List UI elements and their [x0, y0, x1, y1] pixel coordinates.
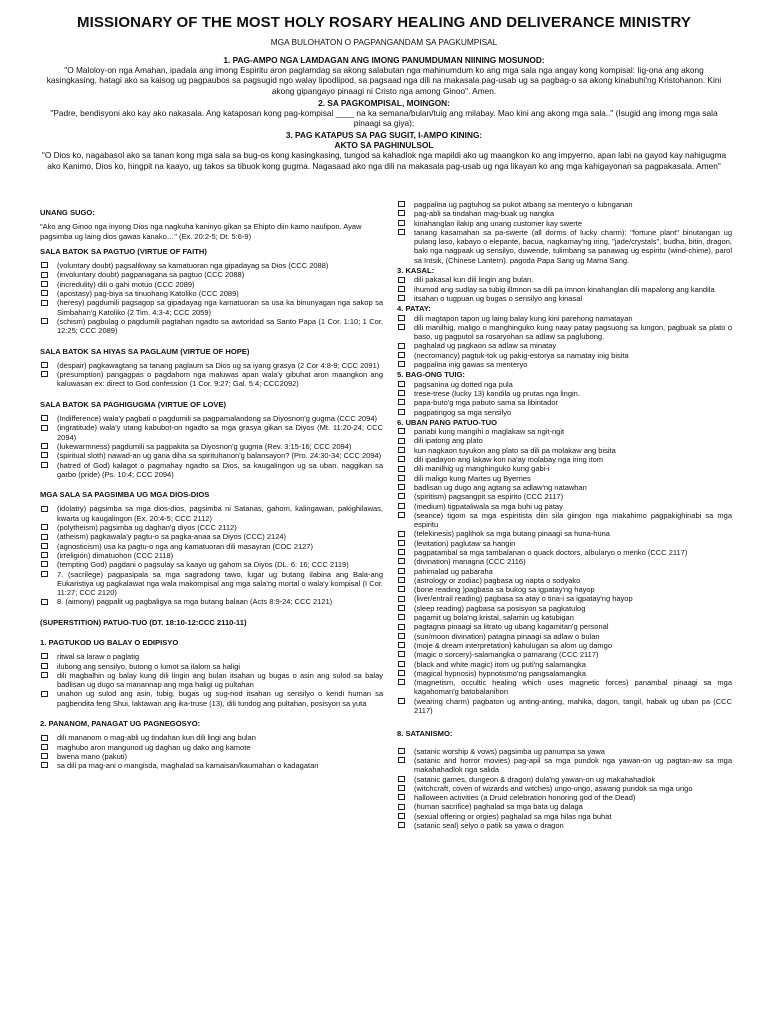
- checklist-item-text: pagpatingog sa mga sensilyo: [414, 407, 512, 417]
- checklist-item: [397, 323, 732, 342]
- checkbox-icon[interactable]: [41, 415, 48, 421]
- checklist-item-text: pagpalina ug pagtuhog sa pukot atbang sa menteryo o lubnganan: [414, 200, 633, 209]
- checklist-item: [397, 294, 732, 303]
- step-prayer: "Padre, bendisyoni ako kay ako nakasala. Ang kataposan kong pag-kompisal ____ na ka semana/bulan/tuig ang milabay. Mao kini ang akong mga sala.." (Isugid ang imong mga sala pinaagi sa giya);: [50, 107, 718, 129]
- checklist-item: [397, 585, 732, 594]
- checklist-item: [397, 548, 732, 557]
- checkbox-icon[interactable]: [398, 614, 405, 620]
- checkbox-icon[interactable]: [41, 753, 48, 759]
- checkbox-icon[interactable]: [41, 281, 48, 287]
- checkbox-icon[interactable]: [398, 475, 405, 481]
- checkbox-icon[interactable]: [41, 272, 48, 278]
- checkbox-icon[interactable]: [41, 425, 48, 431]
- commandment-text: "Ako ang Ginoo nga inyong Dios nga nagkuha kaninyo gikan sa Ehipto diin kamo naulipon. Ayaw pagsimba ug laing dios gawas kanako…" (Ex. 20:2-5; Dt. 5:6-9): [40, 222, 362, 241]
- checklist-item-text: (idolatry) pagsimba sa mga dios-dios, pagsimba ni Satanas, gahom, kalingawan, pakighilawas, kwarta ug kaugalingon (Ex. 20:4-5; CCC 2112): [57, 504, 383, 523]
- checklist-item-text: (voluntary doubt) pagsalikway sa kamatuoran nga gipadayag sa Dios (CCC 2088): [57, 261, 329, 271]
- checklist-item-text: pagsanina ug dotted nga pula: [414, 379, 513, 389]
- checkbox-icon[interactable]: [41, 371, 48, 377]
- document-title: MISSIONARY OF THE MOST HOLY ROSARY HEALING AND DELIVERANCE MINISTRY: [77, 14, 691, 31]
- checklist-item-text: bwena mano (pakuti): [57, 751, 128, 761]
- checklist-item-text: (tempting God) pagdani o pagsulay sa kaayo ug gahom sa Diyos (DL. 6: 16; CCC 2119): [57, 560, 349, 570]
- checklist-item: [40, 442, 383, 451]
- section-heading: 1. PAGTUKOD UG BALAY O EDIPISYO: [40, 637, 179, 647]
- checkbox-icon[interactable]: [398, 698, 405, 704]
- right-column: [397, 200, 732, 830]
- step-heading: 3. PAG KATAPUS SA PAG SUGIT, I-AMPO KINING:: [285, 130, 483, 141]
- checklist-item-text: (sleep reading) pagbasa sa posisyon sa pagkatulog: [414, 603, 586, 613]
- checklist-item: [40, 270, 383, 279]
- checklist-item-text: trese-trese (lucky 13) kandila ug prutas nga lingin.: [414, 388, 580, 398]
- checklist-item-text: dili magtapon tapon ug laing balay kung kini parehong namatayan: [414, 313, 633, 323]
- checklist-item-text: maghubo aron mangunod ug daghan ug dako ang kamote: [57, 742, 251, 752]
- checklist-item-text: (telekinesis) paglihok sa mga butang pinaagi sa huna-huna: [414, 529, 610, 539]
- checklist-item: [40, 597, 383, 606]
- checklist-item: [397, 446, 732, 455]
- checklist-item-text: 8. (aimony) pagpalit ug pagbaligya sa mga butang balaan (Acts 8:9-24; CCC 2121): [57, 597, 333, 607]
- checklist-item-text: sa dili pa mag-ani o mangisda, maghalad sa kamaisan/kaumahan o kadagatan: [57, 761, 319, 771]
- checklist-item-text: (lukewarmness) pagdumili sa pagpakita sa Diyosnon'g gugma (Rev. 3:15-16; CCC 2094): [57, 441, 352, 451]
- checkbox-icon[interactable]: [398, 596, 405, 602]
- checklist: [40, 414, 383, 479]
- checklist-item-text: (apostasy) pag-biya sa tinuohang Katoliko (CCC 2089): [57, 289, 239, 299]
- checklist-item-text: (magical hypnosis) hypnotismo'ng pangsalamangka: [414, 668, 586, 678]
- checkbox-icon[interactable]: [398, 605, 405, 611]
- checklist-item: [397, 275, 732, 284]
- checklist-item: [397, 427, 732, 436]
- checkbox-icon[interactable]: [41, 318, 48, 324]
- checklist-item: [397, 436, 732, 445]
- section-heading: 6. UBAN PANG PATUO-TUO: [397, 417, 497, 427]
- checklist-item-text: papa-buto'g mga pabuto sama sa libintador: [414, 398, 559, 408]
- checklist-item-text: dili maligo kung Martes ug Byernes: [414, 473, 531, 483]
- checklist-item: [397, 398, 732, 407]
- checkbox-icon[interactable]: [398, 286, 405, 292]
- checkbox-icon[interactable]: [41, 262, 48, 268]
- checklist-item: [397, 341, 732, 350]
- checklist-item: [397, 529, 732, 538]
- step-heading: 1. PAG-AMPO NGA LAMDAGAN ANG IMONG PANUMDUMAN NIINING MOSUNOD:: [223, 55, 545, 65]
- checklist-item-text: pagpatambal sa mga tambalanan o quack doctors, albularyo o meriko (CCC 2117): [414, 547, 688, 557]
- checkbox-icon[interactable]: [41, 506, 48, 512]
- checklist-item-text: dili magbalhin ug balay kung dili lingin ang bulan itsahan ug bugas o asin ang sulod sa balay badlisan ug dugo sa manannap ang mga haligi ug pultahan: [57, 670, 383, 690]
- checkbox-icon[interactable]: [41, 663, 48, 669]
- checklist-item: [397, 576, 732, 585]
- checklist-item: [40, 689, 383, 708]
- checklist-item: [40, 289, 383, 298]
- checkbox-icon[interactable]: [398, 361, 405, 367]
- checkbox-icon[interactable]: [398, 577, 405, 583]
- checklist: [397, 427, 732, 715]
- checkbox-icon[interactable]: [398, 390, 405, 396]
- checklist-item: [397, 219, 732, 228]
- checklist-item: [397, 474, 732, 483]
- checkbox-icon[interactable]: [398, 776, 405, 782]
- checklist-item-text: ritwal sa laraw o paglatig: [57, 652, 140, 662]
- checkbox-icon[interactable]: [398, 277, 405, 283]
- checklist-item-text: dili ipadayon ang lakaw kon na'ay molabay nga iring itom: [414, 455, 604, 465]
- checklist-item: [397, 464, 732, 473]
- step-prayer: "O Dios ko, nagabasol ako sa tanan kong mga sala sa bug-os kong kasingkasing, tungod sa kahadlok nga mapildi ako ug maangkon ko ang impyerno, apan labi na gayod kay nahigugma ako Kanimo, Dios ko, hingpit na kaayo, ug takos sa tibuok kong gugma. Nagasaad ako nga dili na makasala pag-usab ug nga likayan ko ang mga kahigayonan sa pagpakasala. Amen": [41, 150, 727, 171]
- checklist-item-text: pagamit ug bola'ng kristal, salamin ug katubigan: [414, 613, 574, 623]
- checkbox-icon[interactable]: [41, 571, 48, 577]
- checkbox-icon[interactable]: [398, 381, 405, 387]
- checkbox-icon[interactable]: [41, 452, 48, 458]
- checklist-item-text: dili pakasal kun dili lingin ang bulan.: [414, 275, 534, 285]
- checkbox-icon[interactable]: [41, 762, 48, 768]
- step-1: [40, 55, 728, 96]
- checklist-item-text: (sexual offering or orgies) paghalad sa mga hilas nga buhat: [414, 811, 612, 821]
- checklist-item-text: (witchcraft, coven of wizards and witches) ungo-ungo, aswang pundok sa mga ungo: [414, 783, 693, 793]
- checklist-item: [40, 423, 383, 442]
- checklist-item-text: (magnetism, occultic healing which uses magnetic forces) panambal pinaagi sa mga kagahoman'g batobalanihon: [414, 678, 732, 697]
- checklist-item: [397, 756, 732, 775]
- checklist-item-text: (magic o sorcery)-salamangka o pamarang (CCC 2117): [414, 650, 599, 660]
- checklist-item-text: pahimalad ug pabaraha: [414, 566, 493, 576]
- checklist-item-text: (despair) pagkawagtang sa tanang paglaum sa Dios ug sa iyang grasya (2 Cor 4:8-9; CCC 2091): [57, 360, 380, 370]
- checkbox-icon[interactable]: [398, 586, 405, 592]
- checklist-item-text: 7. (sacrilege) pagpasipala sa mga sagradong tawo, lugar ug butang ilabina ang Bala-ang Eukaristiya ug pagkalawat nga wala makompisal ang mga sala'ng mortal o wala'y kompisal (I Cor. 11:27; CCC 2120): [57, 569, 383, 598]
- checklist-item-text: (schism) pagbulag o pagdumili pagtahan ngadto sa awtoridad sa Santo Papa (1 Cor. 1:10; 1 Cor. 12:25; CCC 2089): [57, 316, 383, 336]
- checklist-item: [397, 784, 732, 793]
- checklist-item: [397, 200, 732, 209]
- checklist-item: [40, 542, 383, 551]
- checklist-item: [397, 360, 732, 369]
- checklist-item: [40, 317, 383, 336]
- checkbox-icon[interactable]: [41, 561, 48, 567]
- checkbox-icon[interactable]: [398, 503, 405, 509]
- checkbox-icon[interactable]: [398, 785, 405, 791]
- checklist-item: [40, 752, 383, 761]
- checklist-item-text: paghalad ug pagkaon sa adlaw sa minatay: [414, 341, 557, 351]
- checklist-item: [397, 793, 732, 802]
- checklist-item-text: (medium) tigpataliwala sa mga buhi ug patay: [414, 501, 563, 511]
- checklist-item: [40, 523, 383, 532]
- checklist: [40, 361, 383, 389]
- checklist-item-text: (spiritism) pagsangpit sa espirito (CCC 2117): [414, 492, 564, 502]
- checklist-item: [397, 351, 732, 360]
- section-heading: 2. PANANOM, PANAGAT UG PAGNEGOSYO:: [40, 719, 201, 729]
- checklist-item-text: (irreligión) dimatuohon (CCC 2118): [57, 550, 174, 560]
- checklist-item: [397, 821, 732, 830]
- checkbox-icon[interactable]: [398, 822, 405, 828]
- checklist-item: [397, 455, 732, 464]
- checklist-item-text: dili mananom o mag-abli ug tindahan kun dili lingi ang bulan: [57, 733, 256, 743]
- checklist-item-text: pagpalina inig gawas sa menteryo: [414, 360, 528, 370]
- checklist-item: [397, 557, 732, 566]
- checklist-item-text: unahon ug sulod ang asin, tubig, bugas ug sug-nod itsahan ug sensilyo o kendi human sa pagbendita feng Shui, laktawan ang ika-truse (13), dili tundog ang pultahan, posisyon sa yuta: [57, 689, 383, 708]
- section-heading: SALA BATOK SA HIYAS SA PAGLAUM (VIRTUE OF HOPE): [40, 346, 250, 356]
- checklist-item-text: (human sacrifice) paghalad sa mga bata ug dalaga: [414, 802, 583, 812]
- checklist-item: [397, 567, 732, 576]
- checklist-item-text: (liver/entrail reading) pagbasa sa atay o tina-i sa igpatay'ng hayop: [414, 594, 633, 604]
- checklist-item-text: (satanic seal) selyo o patik sa yawa o dragon: [414, 821, 564, 830]
- checkbox-icon[interactable]: [41, 653, 48, 659]
- checklist-item-text: (incredulity) dili o gahi motuo (CCC 2089): [57, 279, 195, 289]
- checklist: [40, 733, 383, 770]
- checklist-item-text: (polytheism) pagsimba ug daghan'g diyos (CCC 2112): [57, 523, 237, 533]
- checklist-item: [397, 812, 732, 821]
- checklist-item: [397, 380, 732, 389]
- checklist-item-text: (atheism) pagkawala'y pagtu-o sa pagka-anaa sa Diyos (CCC) 2124): [57, 532, 287, 542]
- checkbox-icon[interactable]: [398, 229, 405, 235]
- checkbox-icon[interactable]: [398, 624, 405, 630]
- checklist-item-text: panabi kung mangihi o maglakaw sa ngit-ngit: [414, 427, 565, 437]
- checkbox-icon[interactable]: [398, 651, 405, 657]
- checkbox-icon[interactable]: [398, 558, 405, 564]
- checklist-item-text: (necromancy) pagtuk-tok ug pakig-estorya sa namatay inig bisita: [414, 350, 629, 360]
- checklist-item: [397, 669, 732, 678]
- checklist-item: [397, 408, 732, 417]
- section-heading: SALA BATOK SA PAGTUO (VIRTUE OF FAITH): [40, 246, 207, 256]
- checklist-columns: [40, 200, 732, 830]
- checklist-item-text: kun nagkaon tuyukon ang plato sa dili pa molakaw ang bisita: [414, 445, 616, 455]
- checkbox-icon[interactable]: [398, 352, 405, 358]
- checklist-item: [397, 492, 732, 501]
- checklist-item: [397, 613, 732, 622]
- checklist-item: [397, 802, 732, 811]
- checklist-item-text: (sun/moon divination) patagna pinaagi sa adlaw o bulan: [414, 631, 600, 641]
- checkbox-icon[interactable]: [398, 315, 405, 321]
- checklist-item: [397, 314, 732, 323]
- checklist-item-text: (satanic and horror movies) pag-apil sa mga pundok nga yawan-on ug pagtan-aw sa mga makahahadlok nga salida: [414, 755, 732, 775]
- checklist: [397, 747, 732, 831]
- checklist-item: [40, 461, 383, 480]
- checklist-item: [397, 483, 732, 492]
- checklist-item-text: (heresy) pagdumili pagsagop sa gipadayag nga kamatuoran sa usa ka binunyagan nga sakop sa Simbahan'g Katoliko (2 Tim. 4:3-4; CCC 2059): [57, 298, 383, 317]
- checklist-item: [397, 285, 732, 294]
- section-heading: SALA BATOK SA PAGHIGUGMA (VIRTUE OF LOVE): [40, 399, 227, 409]
- checkbox-icon[interactable]: [41, 462, 48, 468]
- checklist-item-text: (seance) tigom sa mga espiritista diin sila giingon nga makahimo pagpakighinabi sa mga espiritu: [414, 510, 732, 530]
- step-3: [40, 130, 728, 171]
- checklist-item: [397, 209, 732, 218]
- checklist-item: [397, 650, 732, 659]
- checkbox-icon[interactable]: [41, 524, 48, 530]
- checklist-item-text: halloween activities (a Druid celebration honoring god of the Dead): [414, 793, 636, 803]
- checkbox-icon[interactable]: [398, 568, 405, 574]
- checklist-item: [397, 632, 732, 641]
- checklist-item: [397, 747, 732, 756]
- checklist-item-text: (black and white magic) itom ug puti'ng salamangka: [414, 659, 586, 669]
- checkbox-icon[interactable]: [41, 290, 48, 296]
- checklist-item: [397, 775, 732, 784]
- checkbox-icon[interactable]: [41, 534, 48, 540]
- checkbox-icon[interactable]: [398, 343, 405, 349]
- checkbox-icon[interactable]: [398, 748, 405, 754]
- checklist-item-text: pagtagna pinaagi sa litrato ug ubang kagamitan'g personal: [414, 622, 609, 632]
- checkbox-icon[interactable]: [398, 794, 405, 800]
- checklist-item: [40, 414, 383, 423]
- checklist: [40, 652, 383, 708]
- checklist-item: [397, 660, 732, 669]
- checklist-item: [40, 733, 383, 742]
- checklist-item: [40, 662, 383, 671]
- checkbox-icon[interactable]: [398, 220, 405, 226]
- checkbox-icon[interactable]: [398, 201, 405, 207]
- checklist-item: [40, 370, 383, 389]
- checklist-item-text: (moje & dream interpretation) kahulugan sa alom ug damgo: [414, 640, 613, 650]
- checkbox-icon[interactable]: [398, 324, 405, 330]
- checklist-item: [40, 504, 383, 523]
- checklist: [397, 380, 732, 417]
- checklist-item: [397, 678, 732, 697]
- checklist-item-text: (astrology or zodiac) pagbasa ug napta o sodyako: [414, 575, 581, 585]
- checkbox-icon[interactable]: [398, 493, 405, 499]
- checklist-item-text: tanang kasamahan sa pa-swerte (all dorms of lucky charm): "fortune plant" binutangan ug pulang laso, kabayo o elepante, bacua, nagkamay'ng iring, "jade/crystals", budha, bitin, dragon, baki nga nagpaak ug sensilyo, duwende, tulimbang sa panawag ug espiritu (wind-chime), parol sa Intsik, (Chinese Lantern). pagoda Papa Sang ug Mama Sang.: [414, 227, 732, 265]
- step-heading: 2. SA PAGKOMPISAL, MOINGON:: [318, 97, 450, 108]
- checklist: [397, 200, 732, 265]
- checklist-item-text: (levitation) paglutaw sa hangin: [414, 538, 516, 548]
- checklist-item: [40, 671, 383, 690]
- checklist-item-text: ilubong ang sensilyo, butong o lumot sa ilalom sa haligi: [57, 661, 241, 671]
- checklist-item: [40, 361, 383, 370]
- checkbox-icon[interactable]: [398, 804, 405, 810]
- checkbox-icon[interactable]: [398, 399, 405, 405]
- section-heading: 5. BAG-ONG TUIG:: [397, 370, 465, 380]
- checklist-item-text: dili manilhig ug manghinguko kung gabi-i: [414, 464, 550, 474]
- checkbox-icon[interactable]: [41, 672, 48, 678]
- checklist-item: [40, 451, 383, 460]
- checkbox-icon[interactable]: [398, 757, 405, 763]
- checklist-item-text: dili manilhig, maligo o manghinguko kung naay patay pagsuong sa lungon, pagbuak sa plato o baso, ug pagputol sa rosaryohan sa adlaw sa paglubong.: [414, 322, 732, 342]
- checkbox-icon[interactable]: [398, 642, 405, 648]
- checkbox-icon[interactable]: [41, 362, 48, 368]
- section-heading: 4. PATAY:: [397, 304, 431, 314]
- checkbox-icon[interactable]: [398, 540, 405, 546]
- checkbox-icon[interactable]: [41, 543, 48, 549]
- checkbox-icon[interactable]: [398, 813, 405, 819]
- checkbox-icon[interactable]: [41, 443, 48, 449]
- checklist-item-text: (Indifference) wala'y pagbati o pagdumili sa pagpamalandong sa Diyosnon'g gugma (CCC 2094): [57, 414, 377, 424]
- checkbox-icon[interactable]: [398, 549, 405, 555]
- checkbox-icon[interactable]: [398, 531, 405, 537]
- checklist-item-text: kinahanglan ilakip ang unang customer kay swerte: [414, 218, 583, 228]
- checklist-item: [40, 570, 383, 598]
- section-heading: 8. SATANISMO:: [397, 729, 453, 739]
- checklist-item-text: pag-abli sa tindahan mag-buak ug nangka: [414, 209, 555, 219]
- checkbox-icon[interactable]: [398, 661, 405, 667]
- checklist-item-text: (bone reading )pagbasa sa bukog sa igpatay'ng hayop: [414, 585, 595, 595]
- checkbox-icon[interactable]: [398, 484, 405, 490]
- checklist-item: [40, 652, 383, 661]
- checklist-item: [40, 298, 383, 317]
- checklist-item: [397, 228, 732, 265]
- checkbox-icon[interactable]: [398, 456, 405, 462]
- checklist: [40, 261, 383, 335]
- checklist-item-text: (hatred of God) kalagot o pagmahay ngadto sa Dios, sa kaugalingon ug sa uban. naggikan sa garbo (pride) (Ps. 10:4; CCC 2094): [57, 460, 383, 479]
- checkbox-icon[interactable]: [398, 633, 405, 639]
- checkbox-icon[interactable]: [41, 599, 48, 605]
- checklist-item: [397, 641, 732, 650]
- checklist-item: [40, 551, 383, 560]
- checklist-item: [40, 261, 383, 270]
- checklist-item: [397, 511, 732, 530]
- checklist-item-text: (agnosticism) usa ka pagtu-o nga ang kamatuoran dili masayran (COC 2127): [57, 541, 313, 551]
- checklist-item: [40, 532, 383, 541]
- checklist-item: [40, 761, 383, 770]
- checklist: [397, 314, 732, 370]
- checkbox-icon[interactable]: [398, 512, 405, 518]
- checkbox-icon[interactable]: [398, 447, 405, 453]
- checklist-item-text: dili ipatong ang plato: [414, 436, 483, 446]
- section-heading: 3. KASAL:: [397, 266, 435, 276]
- step-subheading: AKTO SA PAGHINULSOL: [334, 140, 434, 151]
- checklist-item: [397, 604, 732, 613]
- checklist-item: [397, 697, 732, 716]
- checkbox-icon[interactable]: [398, 409, 405, 415]
- checkbox-icon[interactable]: [398, 210, 405, 216]
- section-heading: UNANG SUGO:: [40, 208, 95, 217]
- checklist-item-text: (wearing charm) pagbaton ug anting-anting, mahika, dagon, tangil, habak ug uban pa (CCC 2117): [414, 696, 732, 716]
- checklist-item-text: itsahan o tugpuan ug bugas o sensilyo ang kinasal: [414, 293, 583, 303]
- checkbox-icon[interactable]: [398, 466, 405, 472]
- checkbox-icon[interactable]: [41, 735, 48, 741]
- checklist-item-text: (involuntary doubt) pagpanagana sa pagtuo (CCC 2088): [57, 270, 245, 280]
- checkbox-icon[interactable]: [41, 300, 48, 306]
- section-heading: MGA SALA SA PAGSIMBA UG MGA DIOS-DIOS: [40, 490, 210, 500]
- checklist-item: [397, 389, 732, 398]
- checklist-item-text: (ingratitude) wala'y utang kabubot-on ngadto sa mga grasya gikan sa Diyos (Mt. 11:20-24; CCC 2094): [57, 423, 383, 442]
- document-subtitle: MGA BULOHATON O PAGPANGANDAM SA PAGKUMPISAL: [270, 37, 498, 47]
- checkbox-icon[interactable]: [398, 670, 405, 676]
- checkbox-icon[interactable]: [41, 552, 48, 558]
- left-column: [40, 200, 383, 830]
- checklist-item: [40, 280, 383, 289]
- checklist-item-text: (satanic worship & vows) pagsimba ug panumpa sa yawa: [414, 746, 605, 756]
- step-prayer: "O Maloloy-on nga Amahan, ipadala ang imong Espiritu aron paglamdag sa akong salabutan nga mahinumdum ko ang mga sala nga angay kong kompisal: Iig-ona ang akong kasingkasing, hatagi ako sa kaisog ug pagpaubos sa pagsugid ngo walay lipodlipod, sa pagsaad nga dili na makasala pag-usab ug sa pagbag-o sa akong kinabuhi'ng Kristohanon. Kini akong gipangayo pinaagi ni Cristo nga among Ginoo". Amen.: [46, 65, 722, 96]
- checklist-item-text: (spiritual sloth) nawad-an ug gana diha sa spirituhanon'g balansayon? (Pro. 24:30-34; CCC 2094): [57, 451, 382, 461]
- checkbox-icon[interactable]: [398, 428, 405, 434]
- checkbox-icon[interactable]: [41, 744, 48, 750]
- checklist-item: [397, 594, 732, 603]
- checklist-item: [40, 560, 383, 569]
- checklist-item-text: (satanic games, dungeon & dragon) dula'ng yawan-on ug makahahadlok: [414, 774, 656, 784]
- checklist-item-text: (divination) managna (CCC 2116): [414, 557, 526, 567]
- checkbox-icon[interactable]: [41, 691, 48, 697]
- checkbox-icon[interactable]: [398, 295, 405, 301]
- checklist-item-text: (presumption) pangagpas o pagdahom nga maluwas apan wala'y gibuhat aron maangkon ang kaluwasan ex: direct to God confession (1 Cor. 9:27; Gal. 5:4; CCC2092): [57, 370, 383, 389]
- checklist-item: [397, 502, 732, 511]
- checklist-item: [397, 622, 732, 631]
- checklist-item: [40, 743, 383, 752]
- checklist-item: [397, 539, 732, 548]
- checklist: [397, 275, 732, 303]
- checkbox-icon[interactable]: [398, 679, 405, 685]
- section-heading: (SUPERSTITION) PATUO-TUO (DT. 18:10-12:CCC 2110-11): [40, 617, 247, 627]
- checklist: [40, 504, 383, 606]
- checkbox-icon[interactable]: [398, 438, 405, 444]
- step-2: [40, 98, 728, 129]
- checklist-item-text: ihumod ang sudlay sa tubig illmnon sa dili pa imnon kinahanglan dili mapalong ang kandila: [414, 284, 715, 294]
- checklist-item-text: badlisan ug dugo ang agtang sa adlaw'ng natawhan: [414, 482, 587, 492]
